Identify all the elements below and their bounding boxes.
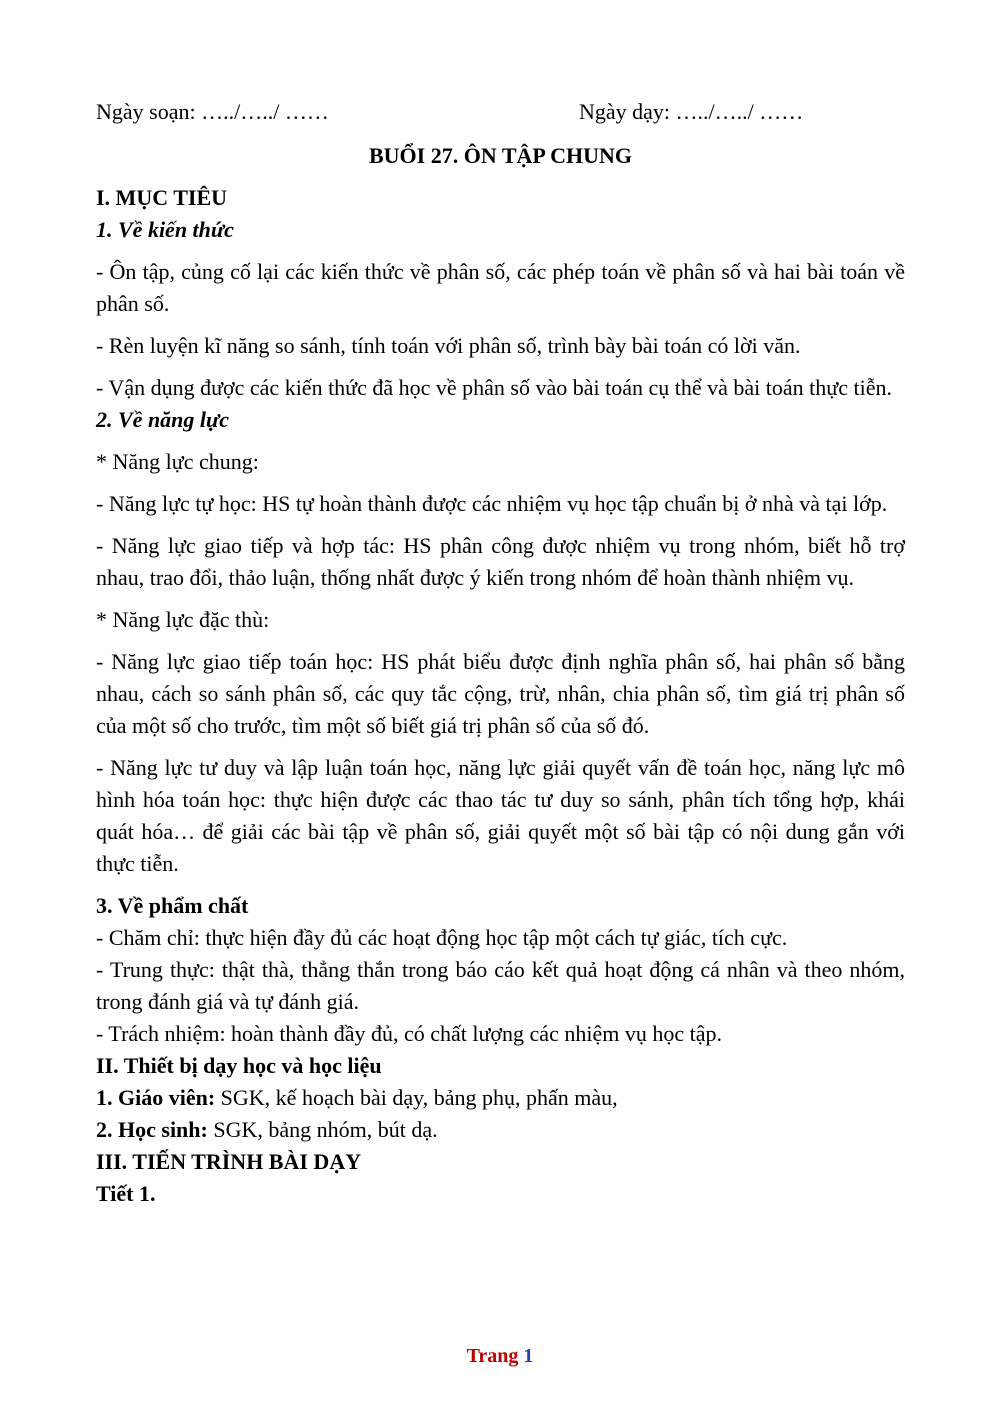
equipment-heading: II. Thiết bị dạy học và học liệu [96, 1053, 382, 1078]
general-competence-item-1: - Năng lực tự học: HS tự hoàn thành được các nhiệm vụ học tập chuẩn bị ở nhà và tại lớp. [96, 491, 888, 516]
specific-competence-item-2: - Năng lực tư duy và lập luận toán học, năng lực giải quyết vấn đề toán học, năng lực mô hình hóa toán học: thực hiện được các thao tác tư duy so sánh, phân tích tổng hợp, khái quát hóa… để giải các bài tập về phân số, giải quyết một số bài tập có nội dung gắn với thực tiễn. [96, 755, 905, 876]
general-competence-label: * Năng lực chung: [96, 449, 259, 474]
procedure-heading: III. TIẾN TRÌNH BÀI DẠY [96, 1149, 362, 1174]
period-label: Tiết 1. [96, 1181, 156, 1206]
document-body [96, 96, 905, 1210]
document-title: BUỔI 27. ÔN TẬP CHUNG [368, 143, 632, 168]
specific-competence-item-1: - Năng lực giao tiếp toán học: HS phát biểu được định nghĩa phân số, hai phân số bằng nhau, cách so sánh phân số, các quy tắc cộng, trừ, nhân, chia phân số, tìm giá trị phân số của một số cho trước, tìm một số biết giá trị phân số của số đó. [96, 649, 905, 738]
teacher-equipment [96, 1082, 905, 1114]
student-equipment [96, 1114, 905, 1146]
page-footer [0, 1345, 1000, 1368]
knowledge-item-1: - Ôn tập, củng cố lại các kiến thức về phân số, các phép toán về phân số và hai bài toán về phân số. [96, 259, 905, 316]
competence-heading: 2. Về năng lực [96, 407, 229, 432]
knowledge-heading: 1. Về kiến thức [96, 217, 234, 242]
student-text: SGK, bảng nhóm, bút dạ. [207, 1117, 438, 1142]
section-objectives-heading: I. MỤC TIÊU [96, 185, 228, 210]
page-number: 1 [523, 1345, 534, 1367]
general-competence-item-2: - Năng lực giao tiếp và hợp tác: HS phân công được nhiệm vụ trong nhóm, biết hỗ trợ nhau, trao đổi, thảo luận, thống nhất được ý kiến trong nhóm để hoàn thành nhiệm vụ. [96, 533, 905, 590]
prep-date: Ngày soạn: …../…../ …… [96, 99, 329, 124]
knowledge-item-2: - Rèn luyện kĩ năng so sánh, tính toán với phân số, trình bày bài toán có lời văn. [96, 333, 801, 358]
teacher-text: SGK, kế hoạch bài dạy, bảng phụ, phấn màu, [215, 1085, 618, 1110]
qualities-heading: 3. Về phẩm chất [96, 893, 249, 918]
specific-competence-label: * Năng lực đặc thù: [96, 607, 270, 632]
date-row [96, 96, 905, 128]
knowledge-item-3: - Vận dụng được các kiến thức đã học về phân số vào bài toán cụ thể và bài toán thực tiễn. [96, 375, 892, 400]
page-word: Trang [466, 1345, 519, 1367]
quality-item-3: - Trách nhiệm: hoàn thành đầy đủ, có chất lượng các nhiệm vụ học tập. [96, 1021, 722, 1046]
quality-item-1: - Chăm chỉ: thực hiện đầy đủ các hoạt động học tập một cách tự giác, tích cực. [96, 925, 788, 950]
teacher-label: 1. Giáo viên: [96, 1085, 216, 1110]
student-label: 2. Học sinh: [96, 1117, 208, 1142]
quality-item-2: - Trung thực: thật thà, thẳng thắn trong báo cáo kết quả hoạt động cá nhân và theo nhóm, trong đánh giá và tự đánh giá. [96, 957, 905, 1014]
teach-date: Ngày dạy: …../…../ …… [579, 99, 804, 124]
